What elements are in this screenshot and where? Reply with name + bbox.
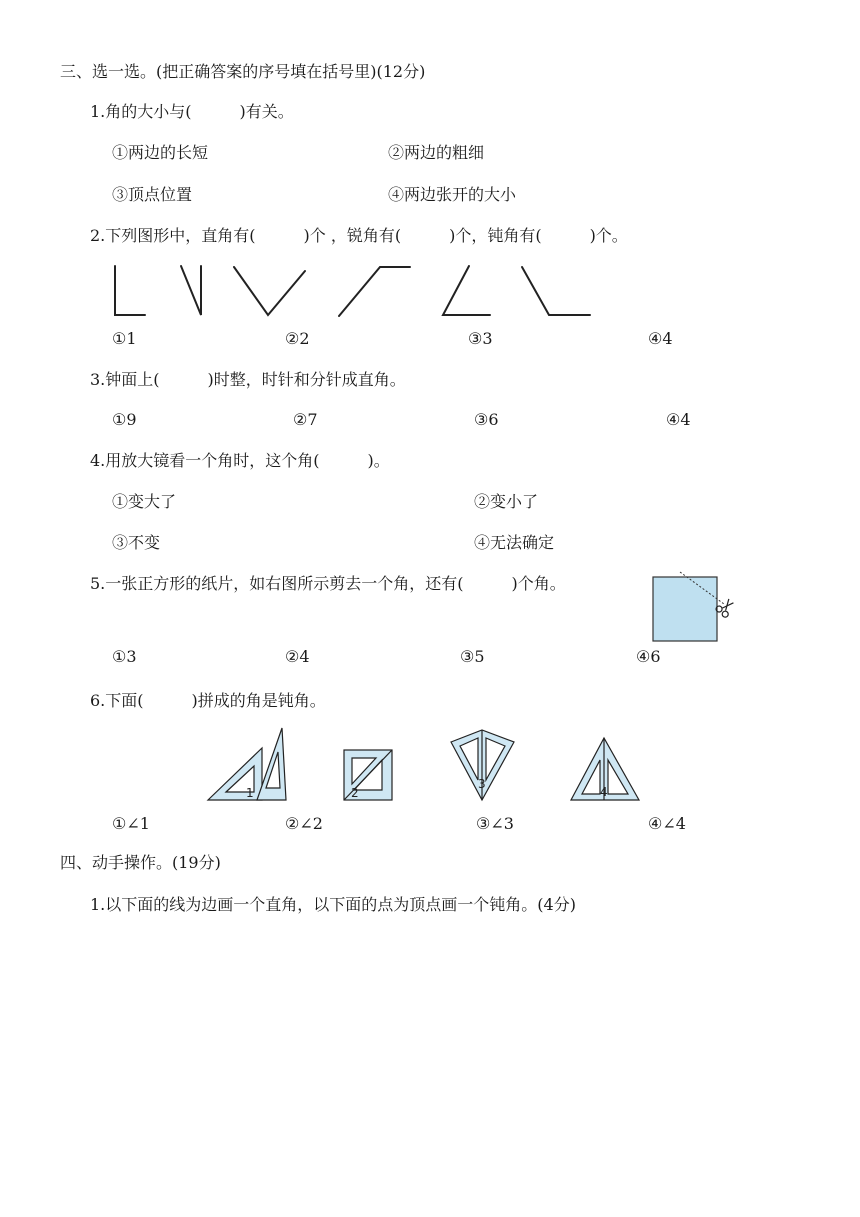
q5-option-4: ④6 — [636, 647, 661, 666]
section-3-heading: 三、选一选。(把正确答案的序号填在括号里)(12分) — [60, 62, 426, 81]
angle-label-2: 2 — [351, 786, 359, 800]
question-1-stem: 1.角的大小与( )有关。 — [90, 102, 294, 121]
q2-option-2: ②2 — [285, 329, 310, 348]
q2-option-4: ④4 — [648, 329, 673, 348]
q5-option-2: ②4 — [285, 647, 310, 666]
q6-option-1: ①∠1 — [112, 814, 150, 833]
section-4-question-1-stem: 1.以下面的线为边画一个直角，以下面的点为顶点画一个钝角。(4分) — [90, 895, 576, 914]
q6-option-2: ②∠2 — [285, 814, 323, 833]
question-2-stem: 2.下列图形中，直角有( )个 ，锐角有( )个，钝角有( )个。 — [90, 226, 628, 245]
q1-option-1: ①两边的长短 — [112, 143, 209, 162]
question-4-stem: 4.用放大镜看一个角时，这个角( )。 — [90, 451, 390, 470]
q3-option-4: ④4 — [666, 410, 691, 429]
q1-option-4: ④两边张开的大小 — [388, 185, 517, 204]
q4-option-2: ②变小了 — [474, 492, 539, 511]
angle-label-4: 4 — [600, 785, 608, 799]
angle-label-1: 1 — [246, 786, 254, 800]
q4-option-4: ④无法确定 — [474, 533, 555, 552]
q2-option-3: ③3 — [468, 329, 493, 348]
q6-option-3: ③∠3 — [476, 814, 514, 833]
q3-option-2: ②7 — [293, 410, 318, 429]
q1-option-3: ③顶点位置 — [112, 185, 193, 204]
set-square-figure-2 — [344, 750, 392, 800]
q3-option-1: ①9 — [112, 410, 137, 429]
q4-option-1: ①变大了 — [112, 492, 177, 511]
question-3-stem: 3.钟面上( )时整，时针和分针成直角。 — [90, 370, 406, 389]
q4-option-3: ③不变 — [112, 533, 161, 552]
question-5-stem: 5.一张正方形的纸片，如右图所示剪去一个角，还有( )个角。 — [90, 574, 566, 593]
angle-label-3: 3 — [478, 777, 486, 791]
q6-option-4: ④∠4 — [648, 814, 686, 833]
q2-option-1: ①1 — [112, 329, 137, 348]
question-6-stem: 6.下面( )拼成的角是钝角。 — [90, 691, 326, 710]
q1-option-2: ②两边的粗细 — [388, 143, 485, 162]
set-square-figure-1 — [208, 728, 286, 800]
q5-option-3: ③5 — [460, 647, 485, 666]
section-4-heading: 四、动手操作。(19分) — [60, 853, 221, 872]
set-square-figure-3 — [451, 730, 514, 800]
set-square-figure-4 — [571, 738, 639, 800]
q5-option-1: ①3 — [112, 647, 137, 666]
q3-option-3: ③6 — [474, 410, 499, 429]
